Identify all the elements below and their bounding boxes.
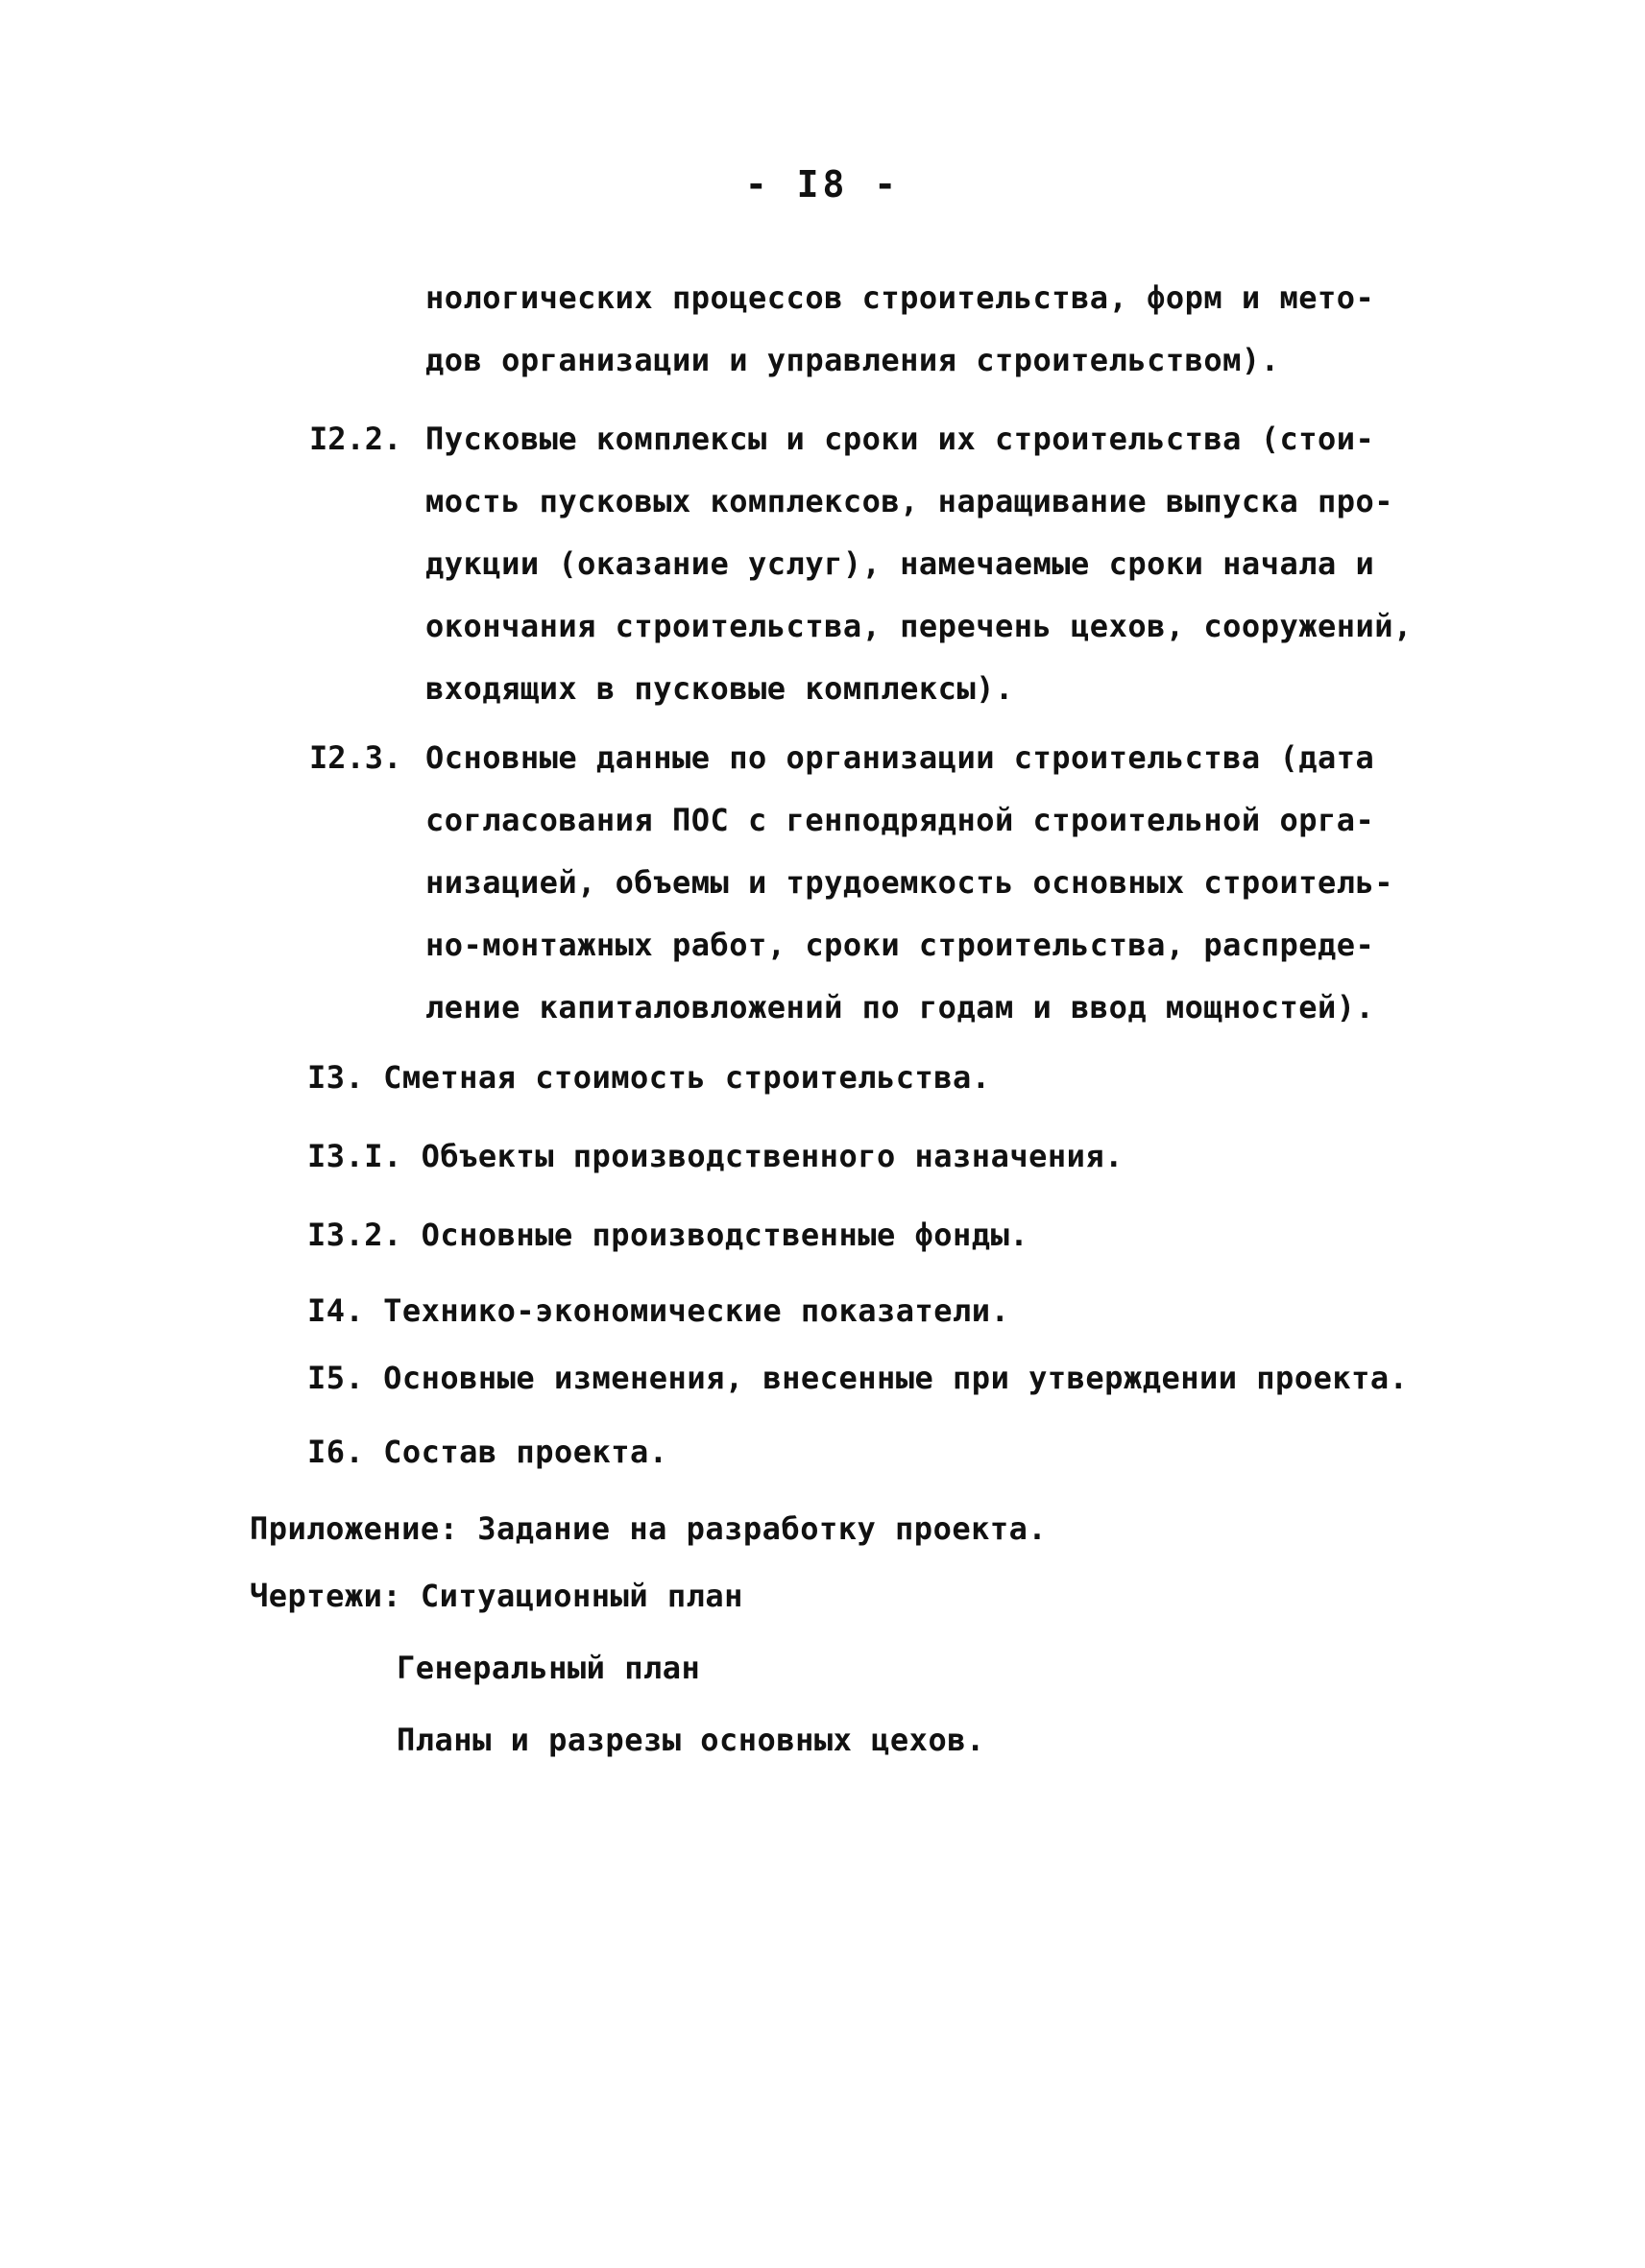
section-number-12-2: I2.2. — [309, 421, 402, 457]
text-line: Пусковые комплексы и сроки их строительства (стои- — [425, 421, 1375, 457]
drawings-label: Чертежи: Ситуационный план — [250, 1578, 743, 1614]
text-line: дукции (оказание услуг), намечаемые сроки начала и — [425, 545, 1375, 582]
section-12-2-text — [425, 408, 1413, 720]
section-number-12-3: I2.3. — [309, 739, 402, 776]
page-number: - I8 - — [744, 163, 901, 205]
text-line: входящих в пусковые комплексы). — [425, 670, 1014, 707]
item-13-2: I3.2. Основные производственные фонды. — [307, 1217, 1029, 1253]
text-line: согласования ПОС с генподрядной строительной орга- — [425, 802, 1375, 838]
drawing-item: Генеральный план — [397, 1650, 701, 1686]
text-line: мость пусковых комплексов, наращивание выпуска про- — [425, 483, 1394, 519]
appendix-line: Приложение: Задание на разработку проекта. — [250, 1510, 1048, 1547]
section-12-3-text — [425, 727, 1393, 1039]
item-13: I3. Сметная стоимость строительства. — [307, 1059, 991, 1096]
item-14: I4. Технико-экономические показатели. — [307, 1292, 1010, 1329]
text-line: ление капиталовложений по годам и ввод мощностей). — [425, 989, 1375, 1025]
drawings-list — [397, 1637, 985, 1772]
text-line: но-монтажных работ, сроки строительства, распреде- — [425, 927, 1375, 963]
item-13-1: I3.I. Объекты производственного назначения. — [307, 1138, 1124, 1174]
continuation-paragraph — [425, 267, 1374, 392]
item-16: I6. Состав проекта. — [307, 1434, 668, 1470]
text-line: окончания строительства, перечень цехов, сооружений, — [425, 608, 1413, 644]
drawing-item: Планы и разрезы основных цехов. — [397, 1722, 985, 1758]
item-15: I5. Основные изменения, внесенные при утверждении проекта. — [307, 1360, 1409, 1396]
text-line: низацией, объемы и трудоемкость основных строитель- — [425, 864, 1394, 901]
text-line: дов организации и управления строительством). — [425, 342, 1280, 378]
text-line: Основные данные по организации строительства (дата — [425, 739, 1375, 776]
text-line: нологических процессов строительства, форм и мето- — [425, 279, 1375, 316]
